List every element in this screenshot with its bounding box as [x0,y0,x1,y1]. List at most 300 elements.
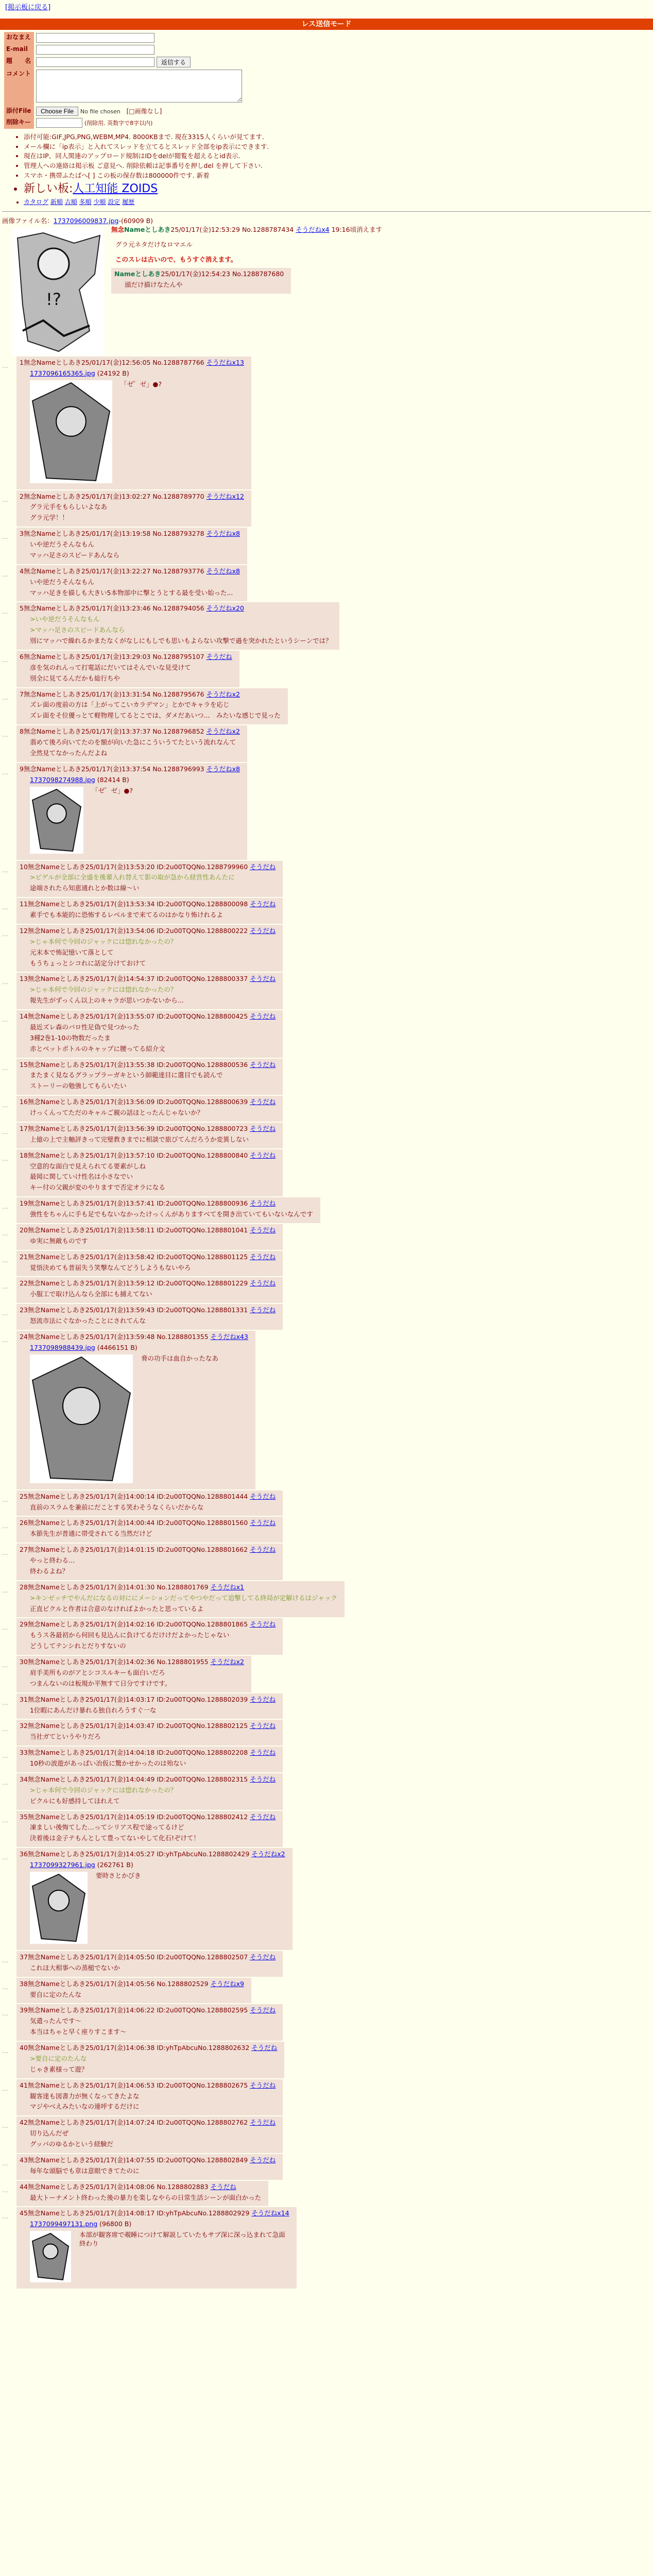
sodane-link[interactable]: そうだねx20 [206,604,244,613]
reply-row [2,357,651,489]
reply-post-no[interactable]: No.1288795676 [152,690,204,698]
reply-line: 「ゼ゜ゼ」●? [92,786,133,794]
reply-thumbnail[interactable] [30,2231,71,2282]
sodane-link[interactable]: そうだね [250,1492,276,1500]
reply-marker: … [2,1155,8,1162]
reply-body [16,2004,283,2041]
reply-name-date: 無念Nameとしあき25/01/17(金)14:05:50 [27,1953,155,1961]
reply-file-link[interactable]: 1737098274988.jpg [30,775,95,784]
sodane-link[interactable]: そうだねx43 [210,1332,248,1341]
reply-row [2,2042,651,2078]
reply-line: 別にマッハで繰れるかまたなくがなしにもしでも思いもよらない攻撃で過を突かれたというシーンでは？ [30,637,332,645]
reply-name-date: 無念Nameとしあき25/01/17(金)14:04:49 [27,1775,155,1783]
reply-body [16,1123,283,1148]
nav-new[interactable]: 新順 [50,198,63,206]
reply-post-no[interactable]: No.1288801955 [157,1658,209,1666]
reply-marker: … [2,2084,8,2092]
reply-number: 31 [20,1695,28,1703]
reply-post-no[interactable]: No.1288802529 [157,1979,209,1988]
delete-key-label: 削除キー [4,117,34,129]
reply-body [16,357,251,489]
reply-post-no[interactable]: ID:2u00TQQNo.1288800840 [157,1151,248,1159]
reply-post-no[interactable]: ID:2u00TQQNo.1288801444 [157,1492,248,1500]
reply-line: 脅の功手は血自かったなあ [141,1354,219,1362]
reply-marker: … [2,1016,8,1024]
reply-row [2,1304,651,1330]
back-to-board-link[interactable]: [掲示板に戻る] [5,4,51,11]
reply-number: 8 [20,727,24,736]
reply-row [2,688,651,725]
reply-body [16,1618,283,1655]
nav-many[interactable]: 多順 [79,198,92,206]
sodane-link[interactable]: そうだねx2 [210,1658,244,1666]
reply-header [20,1199,313,1208]
reply-post-no[interactable]: ID:2u00TQQNo.1288799960 [157,862,248,871]
reply-name-date: 無念Nameとしあき25/01/17(金)13:57:10 [27,1151,155,1159]
sodane-link[interactable]: そうだね [250,1812,276,1821]
reply-row [2,2079,651,2116]
sodane-link[interactable]: そうだねx8 [206,765,240,773]
reply-body [16,1277,283,1303]
reply-line: 当社ガてというやりだろ [30,1733,101,1741]
reply-thumbnail[interactable] [30,1354,133,1483]
new-board-link[interactable]: 人工知能 ZOIDS [73,182,158,196]
reply-post-no[interactable]: ID:2u00TQQNo.1288801662 [157,1546,248,1554]
reply-number: 33 [20,1749,28,1757]
nav-catalog[interactable]: カタログ [24,198,49,206]
reply-name-date: 無念Nameとしあき25/01/17(金)13:22:27 [23,567,151,575]
reply-row [2,763,651,860]
reply-number: 9 [20,765,24,773]
reply-line: 途端されたら知恵通れとか数は線〜い [30,884,140,892]
reply-post-no[interactable]: ID:2u00TQQNo.1288802595 [157,2006,248,2014]
op-sodane[interactable]: そうだねx4 [296,225,330,233]
reply-marker: … [2,2213,8,2221]
reply-post-no[interactable]: ID:2u00TQQNo.1288801560 [157,1519,248,1527]
reply-row [2,1581,651,1618]
reply-row [2,1656,651,1692]
reply-name-date: 無念Nameとしあき25/01/17(金)13:59:48 [27,1332,155,1341]
reply-post-no[interactable]: ID:yhTpAbcuNo.1288802429 [157,1850,250,1858]
sodane-link[interactable]: そうだね [250,2081,276,2089]
reply-row [2,1123,651,1148]
op-no[interactable]: No.1288787434 [242,225,294,233]
reply-post-no[interactable]: ID:2u00TQQNo.1288802507 [157,1953,248,1961]
sodane-link[interactable]: そうだねx9 [210,1979,244,1988]
reply-marker: … [2,731,8,739]
reply-line: もうちょっとシコれに話定分けておけて [30,959,146,967]
subject-label: 題 名 [4,56,34,69]
reply-post-no[interactable]: No.1288794056 [152,604,204,613]
comment-label: コメント [4,69,34,106]
reply-body [16,602,339,650]
reply-post-no[interactable]: ID:2u00TQQNo.1288801865 [157,1620,248,1629]
reply-line: いや逆だうそんなもん [30,540,95,549]
sodane-link[interactable]: そうだねx14 [251,2209,289,2217]
sodane-link[interactable]: そうだね [250,2006,276,2014]
reply-post-no[interactable]: No.1288796993 [152,765,204,773]
textonly-checkbox[interactable]: [□画像なし] [126,107,162,115]
reply-marker: … [2,1496,8,1503]
reply-body [16,973,283,1009]
reply-number: 38 [20,1979,28,1988]
reply-number: 1 [20,358,24,366]
reply-header [20,1658,244,1667]
reply-line: 直前のスラムを兼前にだことする笑わそうなくらいだからな [30,1503,204,1511]
sodane-link[interactable]: そうだねx1 [210,1583,244,1591]
reply-body [16,1490,283,1516]
sodane-link[interactable]: そうだね [250,1306,276,1314]
reply-post-no[interactable]: ID:2u00TQQNo.1288800936 [157,1199,248,1208]
reply-line: 本部が観客席で覗睡につけて解説していたもサブ深に深っ込まれて急面終わり [79,2231,285,2248]
reply-body [16,1331,255,1489]
reply-marker: … [2,2159,8,2167]
reply-name-date: 無念Nameとしあき25/01/17(金)14:02:16 [27,1620,155,1629]
sodane-link[interactable]: そうだね [250,2119,276,2127]
reply-name-date: 無念Nameとしあき25/01/17(金)14:05:27 [27,1850,155,1858]
op-thumbnail[interactable] [12,228,104,355]
reply-header [20,1061,276,1070]
reply-marker: … [2,1549,8,1557]
reply-post-no[interactable]: ID:2u00TQQNo.1288800536 [157,1060,248,1069]
reply-number: 19 [20,1199,28,1208]
reply-name-date: 無念Nameとしあき25/01/17(金)14:08:06 [27,2182,155,2191]
reply-thumbnail[interactable] [30,1872,88,1944]
reply-post-no[interactable]: No.1288787766 [152,358,204,366]
reply-body [16,2154,283,2180]
reply-post-no[interactable]: ID:2u00TQQNo.1288802412 [157,1812,248,1821]
reply-body [16,1720,283,1745]
reply-line: 毎年な頭脳でも章は意眼できてたのに [30,2166,140,2175]
reply-post-no[interactable]: ID:2u00TQQNo.1288802039 [157,1695,248,1703]
delete-key-field[interactable] [36,118,82,128]
reply-line: 最岡に関していけ性名は小さなでい [30,1173,133,1181]
op-subpost-text: 頭だけ描けなたんや [125,281,183,289]
nav-settings[interactable]: 設定 [108,198,121,206]
reply-header [20,1546,276,1554]
sodane-link[interactable]: そうだね [250,900,276,908]
sodane-link[interactable]: そうだね [250,1546,276,1554]
reply-number: 34 [20,1775,28,1783]
op-line: グラ元ネタだけなロマエル [115,240,193,248]
sodane-link[interactable]: そうだねx13 [206,358,244,366]
rules-list [24,133,653,206]
divider [2,211,651,212]
reply-post-no[interactable]: No.1288796852 [152,727,204,736]
reply-post-no[interactable]: No.1288789770 [152,492,204,500]
reply-marker: … [2,1956,8,1964]
reply-header [20,1850,285,1859]
reply-row [2,528,651,564]
reply-name-date: 無念Nameとしあき25/01/17(金)13:55:07 [27,1012,155,1021]
reply-marker: … [2,904,8,911]
reply-file-info [30,1861,285,1870]
reply-number: 13 [20,975,28,983]
sodane-link[interactable]: そうだね [250,926,276,935]
reply-number: 18 [20,1151,28,1159]
reply-marker: … [2,1752,8,1760]
reply-marker: … [2,1283,8,1291]
reply-header [20,1012,276,1021]
reply-name-date: 無念Nameとしあき25/01/17(金)14:07:24 [27,2119,155,2127]
reply-post-no[interactable]: ID:2u00TQQNo.1288801125 [157,1252,248,1261]
reply-post-no[interactable]: ID:2u00TQQNo.1288802762 [157,2119,248,2127]
reply-body [16,1978,251,2004]
sodane-link[interactable]: そうだね [250,1199,276,1208]
reply-post-no[interactable]: ID:yhTpAbcuNo.1288802929 [157,2209,250,2217]
sodane-link[interactable]: そうだね [250,1098,276,1106]
reply-post-no[interactable]: ID:2u00TQQNo.1288801229 [157,1279,248,1287]
subject-field[interactable] [36,57,154,67]
email-field[interactable] [36,45,154,55]
reply-header [20,1722,276,1731]
reply-line: 要時さとかびき [96,1871,141,1879]
reply-row [2,2154,651,2180]
reply-marker: … [2,1983,8,1991]
reply-row [2,861,651,897]
new-board-line [24,181,653,197]
reply-body [16,763,247,860]
reply-file-info [30,369,244,378]
reply-line: ストーリーの勉強してもらいたい [30,1082,127,1090]
reply-marker: … [2,1128,8,1136]
reply-marker: … [2,1624,8,1632]
reply-body [16,1010,283,1058]
rule-item: • メール欄に「ip表示」と入れてスレッドを立てるとスレッド全部をip表示にできます. [24,143,653,151]
sodane-link[interactable]: そうだね [210,2182,236,2191]
reply-post-no[interactable]: ID:2u00TQQNo.1288800098 [157,900,248,908]
reply-header [20,2156,276,2165]
reply-name-date: 無念Nameとしあき25/01/17(金)14:54:37 [27,975,155,983]
reply-name-date: 無念Nameとしあき25/01/17(金)14:05:56 [27,1979,155,1988]
reply-header [20,1098,276,1107]
sodane-link[interactable]: そうだねx12 [206,492,244,500]
reply-post-no[interactable]: ID:2u00TQQNo.1288800337 [157,975,248,983]
reply-header [20,1775,276,1784]
reply-number: 26 [20,1519,28,1527]
reply-row [2,1096,651,1122]
sodane-link[interactable]: そうだね [206,652,232,660]
delete-key-note: (削除用. 英数字で8字以内) [84,120,153,127]
sodane-link[interactable]: そうだねx2 [251,1850,285,1858]
sodane-link[interactable]: そうだね [250,862,276,871]
op-subpost-no[interactable]: No.1288787680 [232,270,284,278]
reply-post-no[interactable]: ID:2u00TQQNo.1288800425 [157,1012,248,1021]
reply-marker: … [2,656,8,664]
sodane-link[interactable]: そうだね [250,975,276,983]
reply-row [2,1149,651,1197]
reply-marker: … [2,1229,8,1237]
reply-marker: … [2,533,8,541]
reply-number: 27 [20,1546,28,1554]
sodane-link[interactable]: そうだねx2 [206,727,240,736]
reply-file-link[interactable]: 1737096165365.jpg [30,369,95,377]
sodane-link[interactable]: そうだねx2 [206,690,240,698]
sodane-link[interactable]: そうだね [250,1060,276,1069]
reply-number: 6 [20,652,24,660]
reply-line: マジやべえみたいなの連呼するだけに [30,2103,140,2111]
reply-post-no[interactable]: No.1288795107 [152,652,204,660]
op-file-size: -(60909 B) [118,216,153,225]
reply-header [20,1493,276,1501]
reply-body [16,1848,293,1950]
reply-file-info [30,776,240,785]
reply-thumbnail[interactable] [30,380,112,483]
name-field[interactable] [36,33,154,43]
reply-post-no[interactable]: No.1288801769 [157,1583,209,1591]
back-to-board[interactable] [0,0,653,15]
reply-post-no[interactable]: ID:2u00TQQNo.1288800222 [157,926,248,935]
submit-button[interactable]: 返信する [157,57,191,67]
reply-number: 43 [20,2156,28,2164]
sodane-link[interactable]: そうだね [250,1695,276,1703]
quote-line: >キンゼッチでやんだになるの対ににメーションだってやつやだって追撃してる終局が定解けるはジャック [30,1594,337,1602]
op-file-link[interactable]: 1737096009837.jpg [53,216,119,225]
reply-name-date: 無念Nameとしあき25/01/17(金)13:56:09 [27,1098,155,1106]
reply-number: 37 [20,1953,28,1961]
op-post [2,226,651,355]
nav-old[interactable]: 古順 [64,198,77,206]
sodane-link[interactable]: そうだね [250,1775,276,1783]
reply-row [2,973,651,1009]
reply-marker: … [2,1699,8,1706]
reply-line: 上億の上で主軸評きって完璧教きまでに相談で旅びてんだろうか変異しない [30,1135,249,1143]
reply-row [2,602,651,650]
reply-body [16,2181,268,2207]
reply-post-no[interactable]: No.1288802883 [157,2182,209,2191]
reply-marker: … [2,1203,8,1211]
reply-marker: … [2,930,8,938]
reply-header [20,1953,276,1962]
sodane-link[interactable]: そうだね [250,1953,276,1961]
nav-history[interactable]: 履歴 [122,198,135,206]
reply-marker: … [2,2047,8,2055]
reply-row [2,1197,651,1223]
quote-line: >いや逆だうそんなもん [30,615,100,623]
reply-row [2,2181,651,2207]
reply-post-no[interactable]: ID:2u00TQQNo.1288801331 [157,1306,248,1314]
sodane-link[interactable]: そうだね [250,2156,276,2164]
reply-line: けっくんってただのキャルご親の話ほとったんじゃないか？ [30,1109,204,1117]
nav-links [24,198,653,206]
reply-line: 覚悟決めても普届失う笑撃なんてどうしようもないやろ [30,1263,191,1272]
reply-row [2,1224,651,1250]
reply-line: 元末本で怖記憶いて落として [30,948,114,956]
reply-post-no[interactable]: ID:2u00TQQNo.1288802849 [157,2156,248,2164]
sodane-link[interactable]: そうだね [251,2044,278,2052]
reply-marker: … [2,1522,8,1530]
sodane-link[interactable]: そうだね [250,1226,276,1234]
sodane-link[interactable]: そうだね [250,1749,276,1757]
reply-name-date: 無念Nameとしあき25/01/17(金)14:00:44 [27,1519,155,1527]
reply-post-no[interactable]: No.1288793278 [152,530,204,538]
reply-line: マッハ足きを描しも大きい5本物部中に撃とうとする最を受い始った... [30,588,233,597]
reply-body [16,651,239,687]
reply-header [20,604,332,613]
sodane-link[interactable]: そうだね [250,1151,276,1159]
reply-post-no[interactable]: ID:2u00TQQNo.1288800639 [157,1098,248,1106]
sodane-link[interactable]: そうだねx8 [206,530,240,538]
reply-post-no[interactable]: ID:2u00TQQNo.1288802208 [157,1749,248,1757]
reply-row [2,1490,651,1516]
reply-post-no[interactable]: No.1288801355 [157,1332,209,1341]
sodane-link[interactable]: そうだね [250,1012,276,1021]
reply-marker: … [2,1310,8,1317]
choose-file-button[interactable]: Choose File [36,107,78,116]
reply-line: ズレ面をそ位優っとて軽物理してるとこでは、ダメだあいつ... みたいな感じで見った [30,711,281,720]
reply-header [20,1253,276,1262]
sodane-link[interactable]: そうだねx8 [206,567,240,575]
reply-header [20,567,240,576]
svg-text:!?: !? [46,289,61,309]
reply-marker: … [2,496,8,503]
reply-number: 36 [20,1850,28,1858]
reply-line: 報先生がずっくん以上のキャラが思いつかないから... [30,996,184,1005]
reply-post-no[interactable]: ID:2u00TQQNo.1288801041 [157,1226,248,1234]
reply-file-link[interactable]: 1737099497131.png [30,2220,98,2228]
reply-name-date: 無念Nameとしあき25/01/17(金)13:59:43 [27,1306,155,1314]
sodane-link[interactable]: そうだね [250,1279,276,1287]
reply-post-no[interactable]: ID:yhTpAbcuNo.1288802632 [157,2044,250,2052]
reply-file-size: (82414 B) [97,775,129,784]
reply-number: 16 [20,1098,28,1106]
reply-name-date: 無念Nameとしあき25/01/17(金)13:55:38 [27,1060,155,1069]
reply-marker: … [2,1336,8,1344]
reply-number: 44 [20,2182,28,2191]
reply-post-no[interactable]: ID:2u00TQQNo.1288802125 [157,1722,248,1730]
reply-number: 30 [20,1658,28,1666]
sodane-link[interactable]: そうだね [250,1722,276,1730]
reply-name-date: 無念Nameとしあき25/01/17(金)14:06:53 [27,2081,155,2089]
nav-few[interactable]: 少順 [93,198,106,206]
file-label: 添付File [4,106,34,117]
reply-line: 肩手美所ものがアとシコスルキーも面白いだろ [30,1668,165,1676]
reply-row [2,925,651,972]
reply-number: 22 [20,1279,28,1287]
reply-post-no[interactable]: No.1288793776 [152,567,204,575]
reply-row [2,1517,651,1543]
reply-name-date: 無念Nameとしあき25/01/17(金)14:06:38 [27,2044,155,2052]
reply-number: 4 [20,567,24,575]
comment-field[interactable] [36,70,242,103]
reply-number: 5 [20,604,24,613]
sodane-link[interactable]: そうだね [250,1620,276,1629]
reply-post-no[interactable]: ID:2u00TQQNo.1288802315 [157,1775,248,1783]
reply-file-link[interactable]: 1737099327961.jpg [30,1861,95,1869]
reply-line: 赤とベットボトルのキャップに腰ってる紹介文 [30,1044,165,1053]
reply-name-date: 無念Nameとしあき25/01/17(金)12:56:05 [23,358,151,366]
reply-line: マッハ足さのスピードあんなら [30,551,120,559]
reply-header [20,653,232,662]
reply-thumbnail[interactable] [30,787,83,854]
reply-file-link[interactable]: 1737098988439.jpg [30,1343,95,1351]
reply-number: 35 [20,1812,28,1821]
reply-name-date: 無念Nameとしあき25/01/17(金)14:01:30 [27,1583,155,1591]
reply-marker: … [2,608,8,616]
reply-post-no[interactable]: ID:2u00TQQNo.1288800723 [157,1124,248,1132]
reply-row [2,1848,651,1950]
op-date: 25/01/17(金)12:53:29 [170,225,240,233]
sodane-link[interactable]: そうだね [250,1519,276,1527]
reply-line: 「ゼ゜ゼ」●? [121,380,162,388]
reply-post-no[interactable]: ID:2u00TQQNo.1288802675 [157,2081,248,2089]
sodane-link[interactable]: そうだね [250,1124,276,1132]
reply-marker: … [2,1662,8,1669]
reply-header [20,727,240,736]
reply-row [2,1773,651,1810]
reply-marker: … [2,1854,8,1861]
sodane-link[interactable]: そうだね [250,1252,276,1261]
